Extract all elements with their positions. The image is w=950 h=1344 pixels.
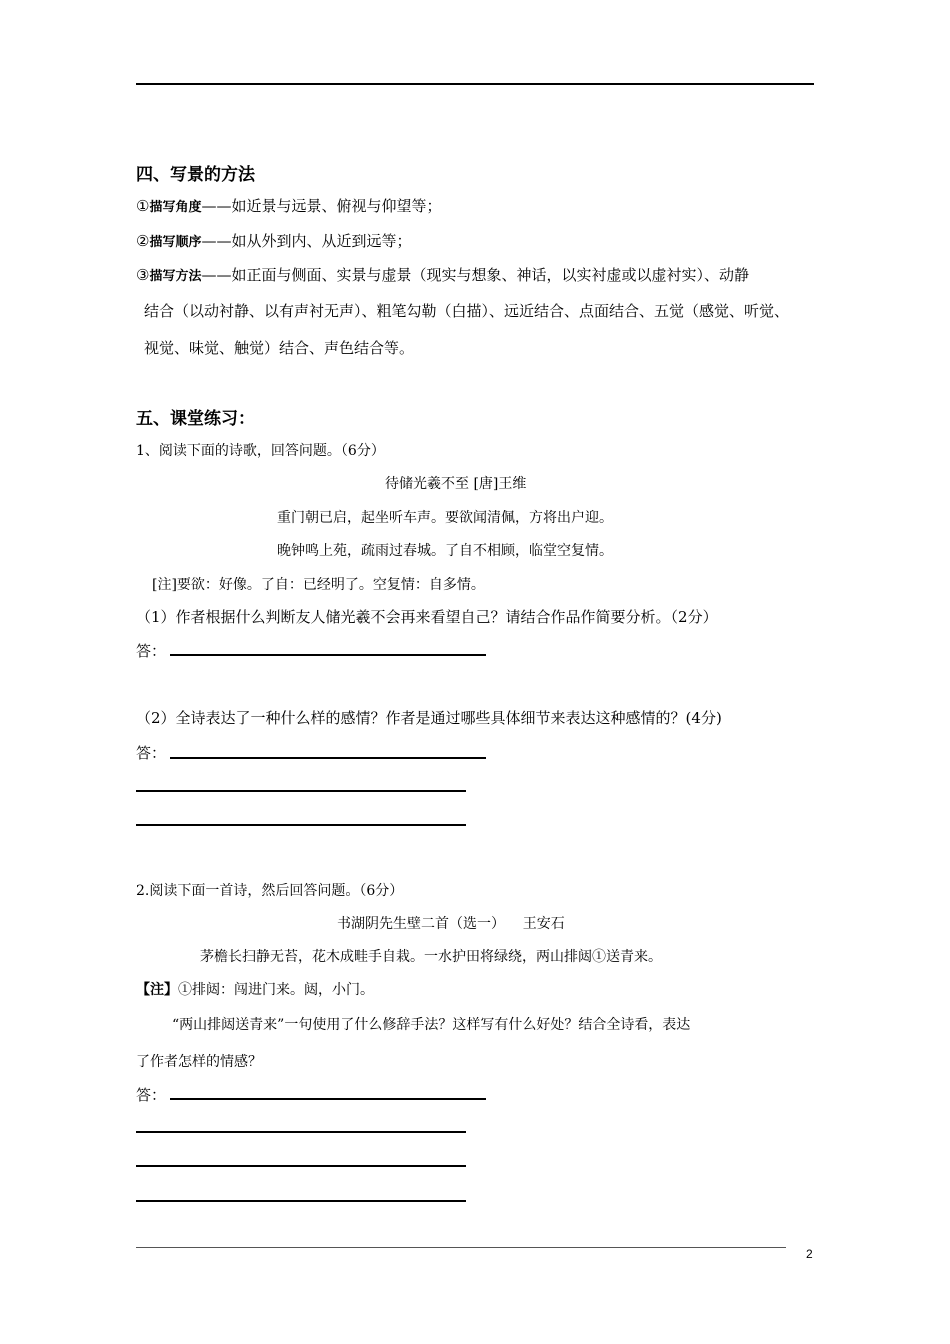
q2-question-line1: “两山排闼送青来”一句使用了什么修辞手法？这样写有什么好处？结合全诗看，表达 [172, 1017, 691, 1033]
q2-answer-label: 答： [136, 1086, 167, 1104]
method-item-technique-line2: 结合（以动衬静、以有声衬无声）、粗笔勾勒（白描）、远近结合、点面结合、五觉（感觉、听觉、 [144, 302, 790, 320]
q2-question-line2: 了作者怎样的情感？ [136, 1054, 262, 1070]
q1-poem-line2: 晚钟鸣上苑，疏雨过春城。了自不相顾，临堂空复情。 [277, 543, 613, 559]
q1-sub2-answer-line[interactable] [136, 824, 466, 826]
item-label: 描写角度 [149, 200, 202, 215]
q1-note: [注]要欲：好像。了自：已经明了。空复情：自多情。 [152, 577, 485, 593]
item-number: ② [136, 232, 150, 250]
q1-sub2-answer-label: 答： [136, 744, 167, 762]
q2-poem-line: 茅檐长扫静无苔，花木成畦手自栽。一水护田将绿绕，两山排闼①送青来。 [200, 949, 662, 965]
method-item-angle [136, 195, 441, 216]
item-number: ③ [136, 266, 150, 284]
item-label: 描写顺序 [149, 235, 202, 250]
method-item-technique [136, 264, 749, 285]
item-label: 描写方法 [149, 269, 202, 284]
q2-note-label: 【注】 [136, 982, 178, 998]
q1-sub2: （2）全诗表达了一种什么样的感情？作者是通过哪些具体细节来表达这种感情的？(4分) [136, 709, 722, 727]
q2-answer-line[interactable] [136, 1165, 466, 1167]
footer-rule [136, 1247, 786, 1248]
q2-poem-title: 书湖阴先生壁二首（选一） 王安石 [337, 916, 565, 932]
q1-sub2-answer-line[interactable] [170, 757, 486, 759]
q2-note-text: ①排闼：闯进门来。闼，小门。 [178, 982, 374, 998]
header-rule [136, 83, 814, 85]
q1-intro: 1、阅读下面的诗歌，回答问题。（6分） [136, 443, 385, 459]
q1-sub2-answer-line[interactable] [136, 790, 466, 792]
q1-poem-title: 待储光羲不至 [唐]王维 [385, 476, 527, 492]
q1-sub1-answer-label: 答： [136, 642, 167, 660]
item-text: ——如从外到内、从近到远等； [201, 232, 412, 250]
item-text: ——如正面与侧面、实景与虚景（现实与想象、神话，以实衬虚或以虚衬实）、动静 [201, 266, 749, 284]
section5-title: 五、课堂练习： [136, 409, 255, 429]
method-item-order [136, 230, 411, 251]
q2-note [136, 979, 374, 999]
item-text: ——如近景与远景、俯视与仰望等； [201, 197, 442, 215]
q2-answer-line[interactable] [136, 1200, 466, 1202]
q2-intro: 2.阅读下面一首诗，然后回答问题。（6分） [136, 883, 404, 899]
section4-title: 四、写景的方法 [136, 165, 255, 185]
page-number: 2 [806, 1247, 813, 1261]
q1-sub1-answer-line[interactable] [170, 654, 486, 656]
q2-answer-line[interactable] [136, 1131, 466, 1133]
q1-sub1: （1）作者根据什么判断友人储光羲不会再来看望自己？请结合作品作简要分析。（2分） [136, 608, 718, 626]
q2-answer-line[interactable] [170, 1098, 486, 1100]
item-number: ① [136, 197, 150, 215]
method-item-technique-line3: 视觉、味觉、触觉）结合、声色结合等。 [144, 339, 415, 357]
q1-poem-line1: 重门朝已启，起坐听车声。要欲闻清佩，方将出户迎。 [277, 510, 613, 526]
